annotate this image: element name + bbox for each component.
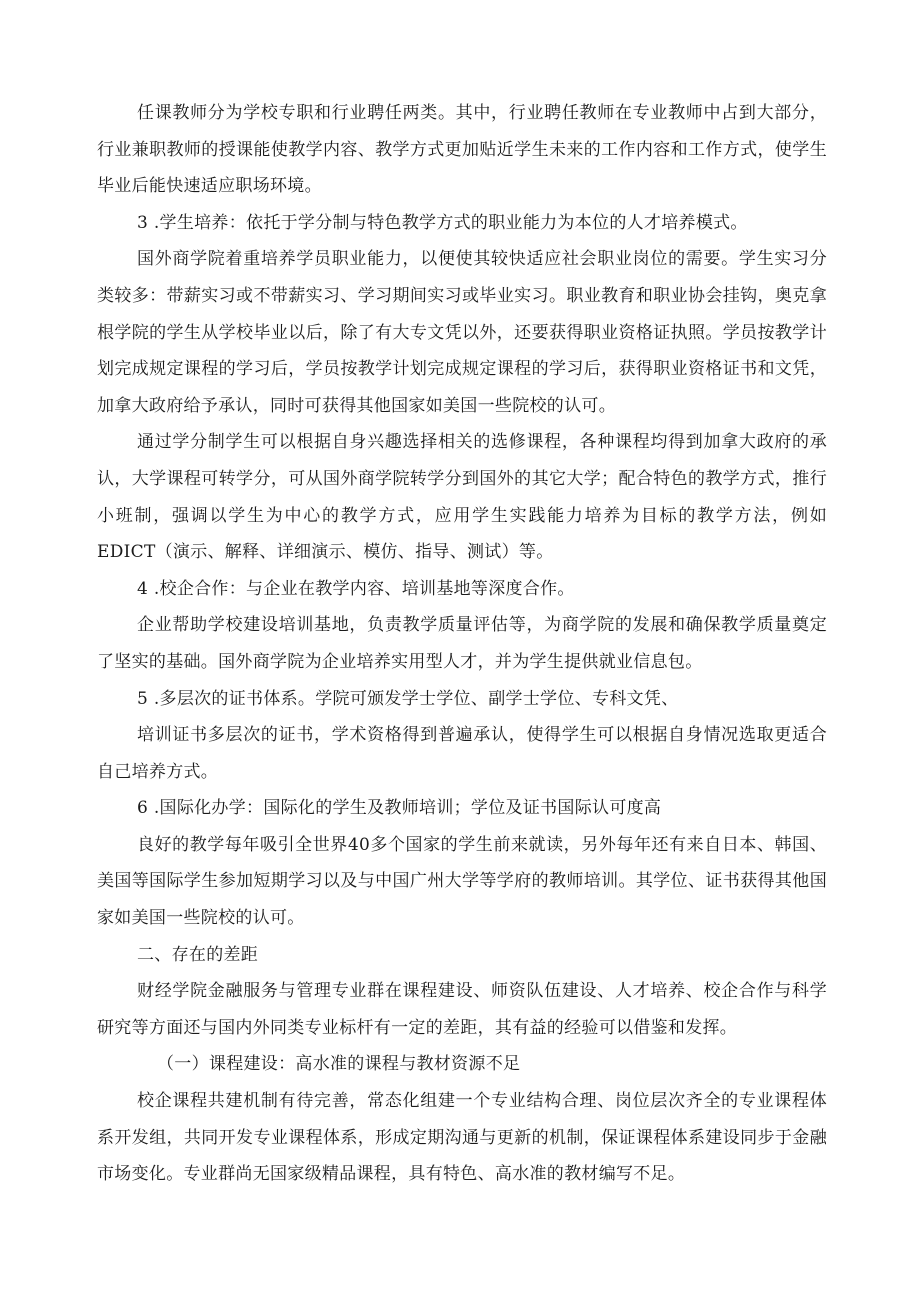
paragraph-enterprise-help: 企业帮助学校建设培训基地，负责教学质量评估等，为商学院的发展和确保教学质量奠定了坚实的基础。国外商学院为企业培养实用型人才，并为学生提供就业信息包。 [97,615,827,672]
document-body [97,95,827,1193]
list-item-certificate-system: 5 .多层次的证书体系。学院可颁发学士学位、副学士学位、专科文凭、 [137,688,679,709]
paragraph-teachers: 任课教师分为学校专职和行业聘任两类。其中，行业聘任教师在专业教师中占到大部分，行业兼职教师的授课能使教学内容、教学方式更加贴近学生未来的工作内容和工作方式，使学生毕业后能快速适应职场环境。 [97,103,827,197]
section-heading-gaps: 二、存在的差距 [137,944,259,965]
paragraph-gaps-intro: 财经学院金融服务与管理专业群在课程建设、师资队伍建设、人才培养、校企合作与科学研究等方面还与国内外同类专业标杆有一定的差距，其有益的经验可以借鉴和发挥。 [97,981,827,1038]
paragraph-credit-system: 通过学分制学生可以根据自身兴趣选择相关的选修课程，各种课程均得到加拿大政府的承认，大学课程可转学分，可从国外商学院转学分到国外的其它大学；配合特色的教学方式，推行小班制，强调以学生为中心的教学方式，应用学生实践能力培养为目标的教学方法，例如EDICT（演示、解释、详细演示、模仿、指导、测试）等。 [97,432,827,563]
subsection-heading-curriculum: （一）课程建设：高水准的课程与教材资源不足 [157,1054,521,1075]
paragraph-curriculum-gaps: 校企课程共建机制有待完善，常态化组建一个专业结构合理、岗位层次齐全的专业课程体系开发组，共同开发专业课程体系，形成定期沟通与更新的机制，保证课程体系建设同步于金融市场变化。专业群尚无国家级精品课程，具有特色、高水准的教材编写不足。 [97,1091,827,1185]
list-item-student-training: 3 .学生培养：依托于学分制与特色教学方式的职业能力为本位的人才培养模式。 [137,212,748,233]
list-item-school-enterprise: 4 .校企合作：与企业在教学内容、培训基地等深度合作。 [137,578,575,599]
list-item-internationalization: 6 .国际化办学：国际化的学生及教师培训；学位及证书国际认可度高 [137,798,662,819]
paragraph-vocational-ability: 国外商学院着重培养学员职业能力，以便使其较快适应社会职业岗位的需要。学生实习分类较多：带薪实习或不带薪实习、学习期间实习或毕业实习。职业教育和职业协会挂钩，奥克拿根学院的学生从学校毕业以后，除了有大专文凭以外，还要获得职业资格证执照。学员按教学计划完成规定课程的学习后，学员按教学计划完成规定课程的学习后，获得职业资格证书和文凭，加拿大政府给予承认，同时可获得其他国家如美国一些院校的认可。 [97,249,827,416]
paragraph-international-students: 良好的教学每年吸引全世界40多个国家的学生前来就读，另外每年还有来自日本、韩国、美国等国际学生参加短期学习以及与中国广州大学等学府的教师培训。其学位、证书获得其他国家如美国一些院校的认可。 [97,834,827,929]
paragraph-training-certificates: 培训证书多层次的证书，学术资格得到普遍承认，使得学生可以根据自身情况选取更适合自己培养方式。 [97,725,827,782]
